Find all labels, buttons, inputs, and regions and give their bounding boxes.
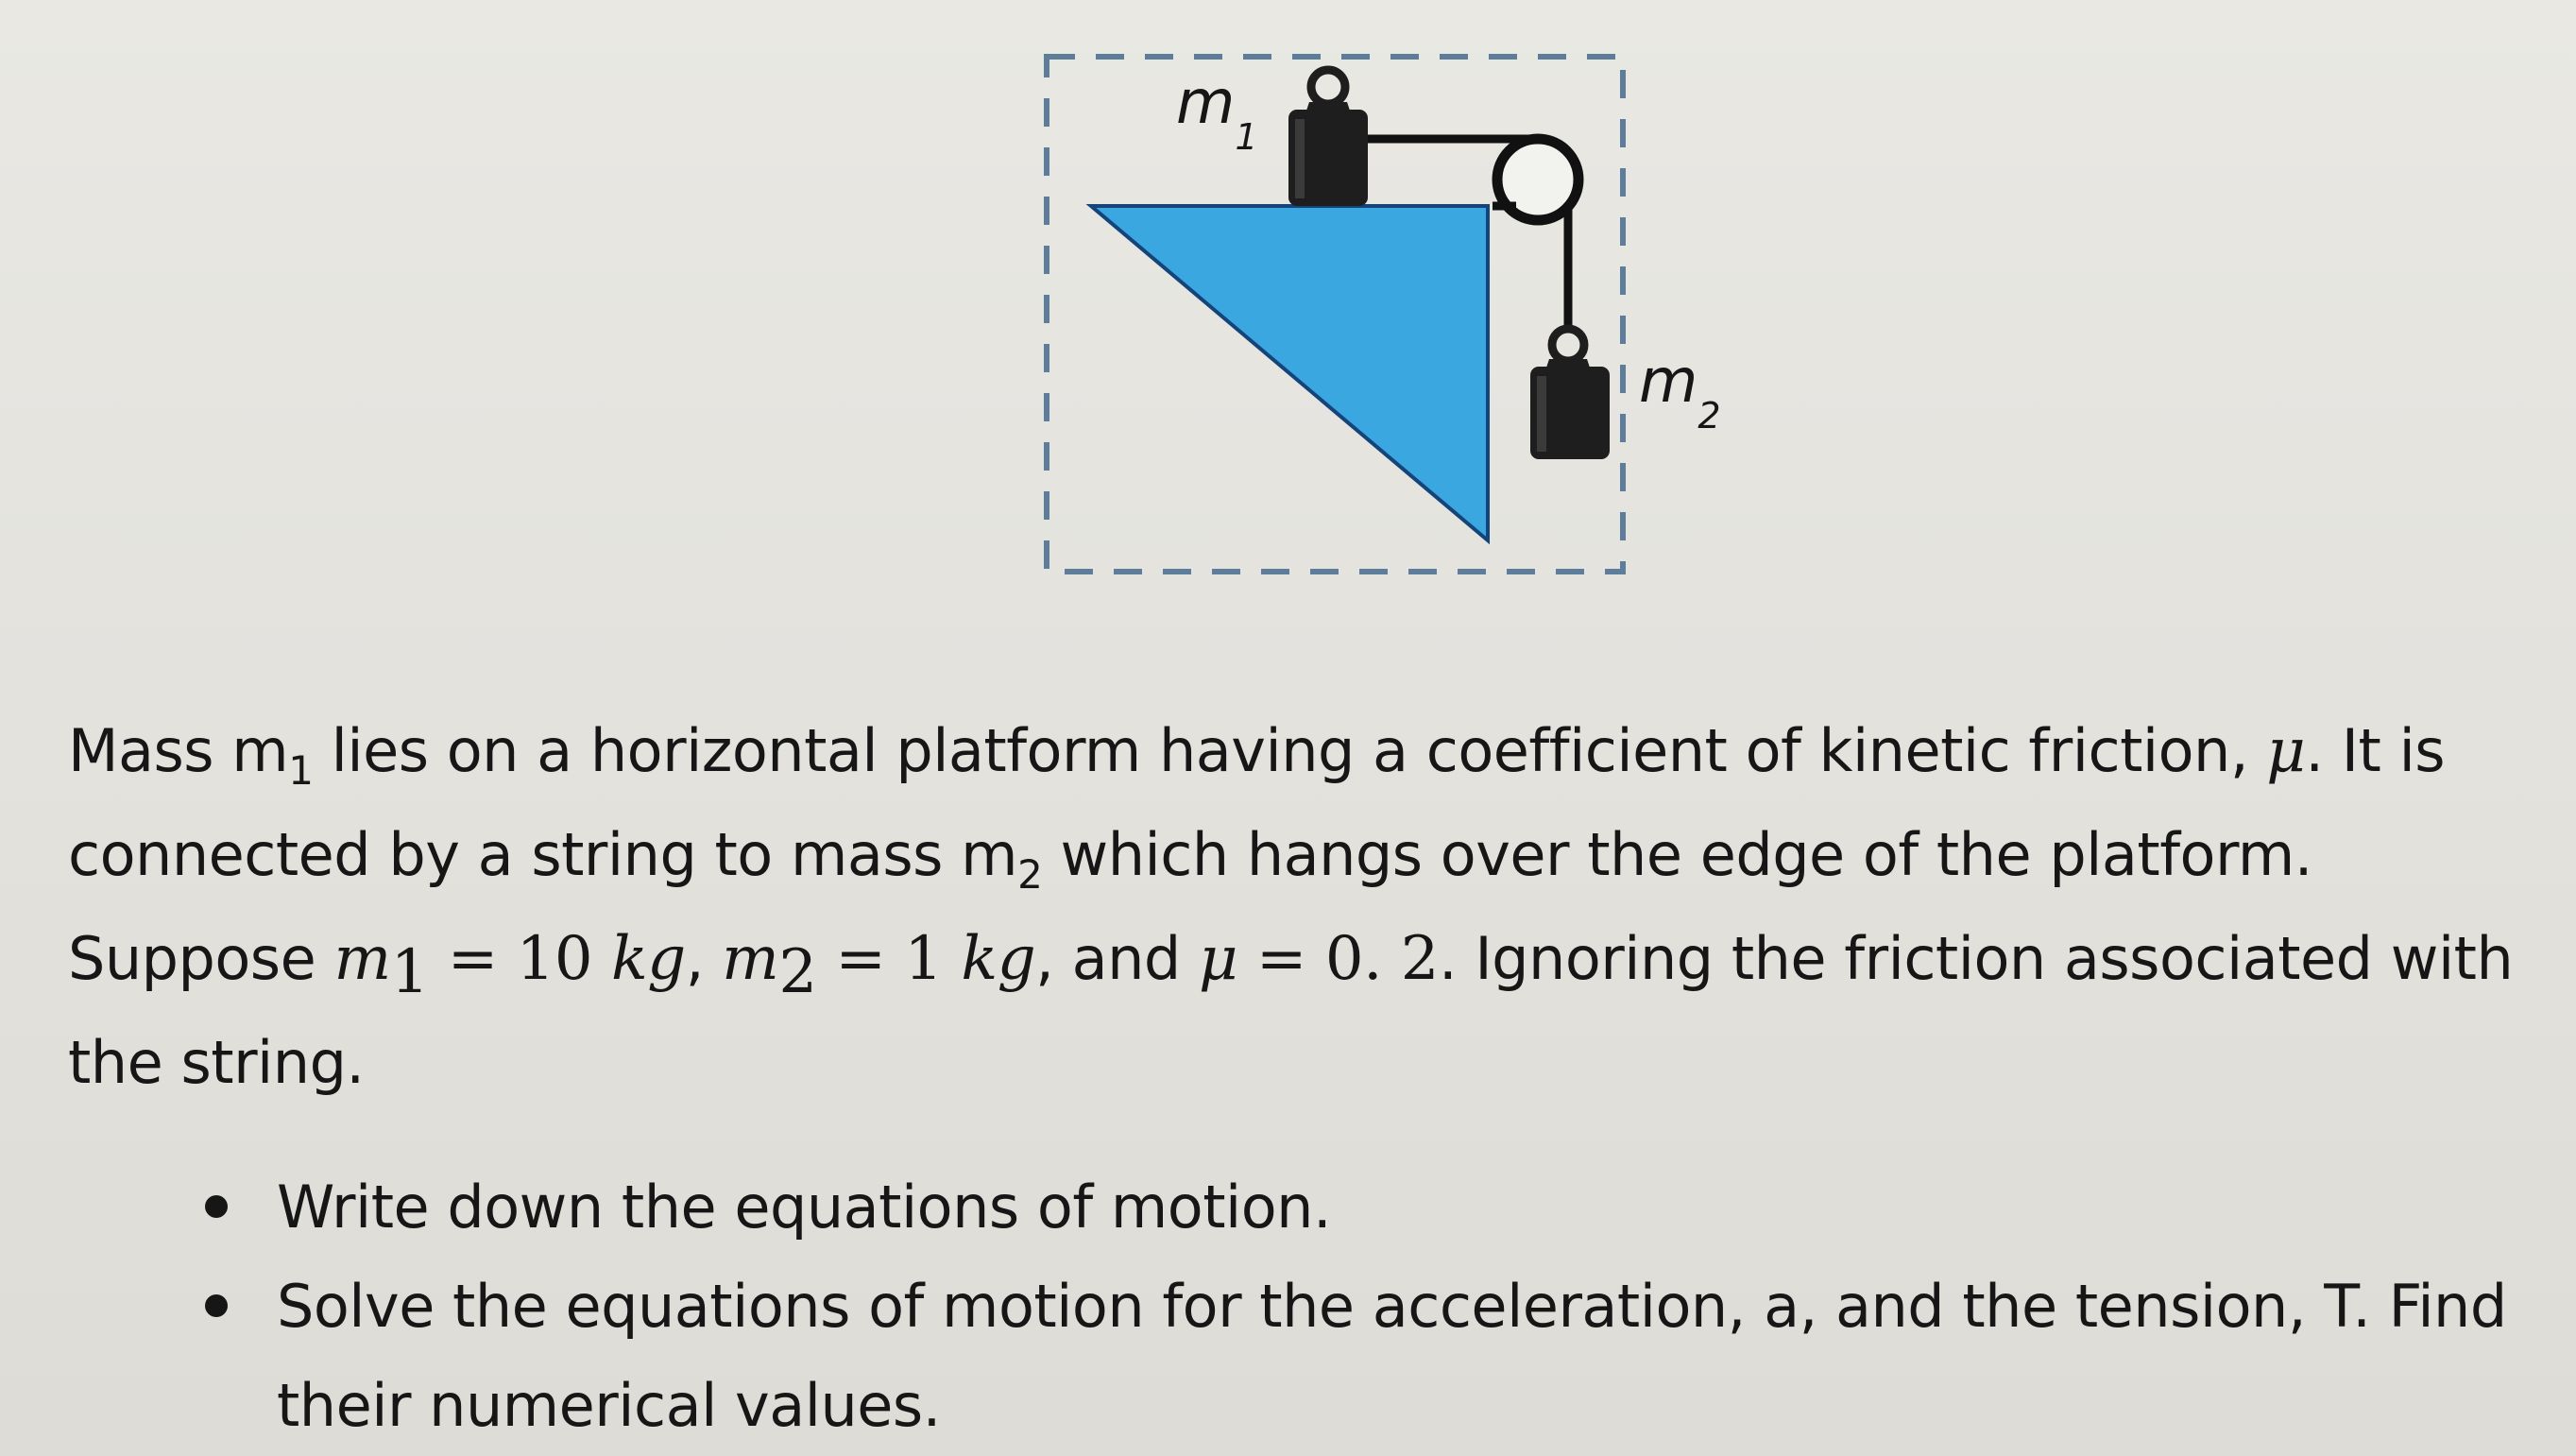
text-and: , and <box>1035 924 1199 993</box>
task-list <box>203 1157 2536 1455</box>
pulley-system-diagram <box>1020 47 1721 595</box>
equation-m2-sub: 2 <box>778 937 817 1007</box>
equation-m2-value: = 1 <box>816 924 962 994</box>
equation-mu-var: μ <box>1198 924 1238 994</box>
equation-m2-var: m <box>722 924 779 994</box>
mass-m1-weight-icon <box>1288 70 1368 206</box>
equation-m1-value: = 10 <box>428 924 611 994</box>
text-platform: lies on a horizontal platform having a coefficient of kinetic friction, <box>313 716 2267 785</box>
text-ignoring: . Ignoring the friction associated with the string. <box>68 924 2514 1097</box>
problem-statement <box>68 699 2543 1115</box>
pulley-icon <box>1493 139 1578 220</box>
equation-m1-sub: 1 <box>390 937 429 1007</box>
mu-symbol: μ <box>2266 716 2306 786</box>
comma: , <box>685 924 723 993</box>
equation-m1-unit: kg <box>610 924 686 994</box>
triangular-platform <box>1091 206 1488 540</box>
text-hangs: which hangs over the edge of the platform. Suppose <box>68 820 2312 993</box>
subscript-1: 1 <box>288 747 314 794</box>
task-solve-acceleration-tension: Solve the equations of motion for the acceleration, a, and the tension, T. Find their numerical values. <box>277 1272 2507 1440</box>
physics-diagram <box>1020 47 1721 595</box>
equation-m2-unit: kg <box>961 924 1036 994</box>
label-m2: $m_2$ <box>1639 347 1721 437</box>
list-item <box>203 1257 2536 1455</box>
text-connected: . It is connected by a string to mass m <box>68 716 2446 889</box>
bullet-icon <box>205 1294 228 1317</box>
bullet-icon <box>205 1195 228 1218</box>
subscript-2: 2 <box>1017 851 1043 898</box>
mass-m2-weight-icon <box>1530 329 1610 459</box>
list-item <box>203 1157 2536 1257</box>
text-mass-m1: Mass m <box>68 716 289 785</box>
equation-mu-value: = 0. 2 <box>1237 924 1439 994</box>
label-m1: $m_1$ <box>1176 68 1258 158</box>
equation-m1-var: m <box>333 924 391 994</box>
task-equations-of-motion: Write down the equations of motion. <box>277 1173 1332 1242</box>
